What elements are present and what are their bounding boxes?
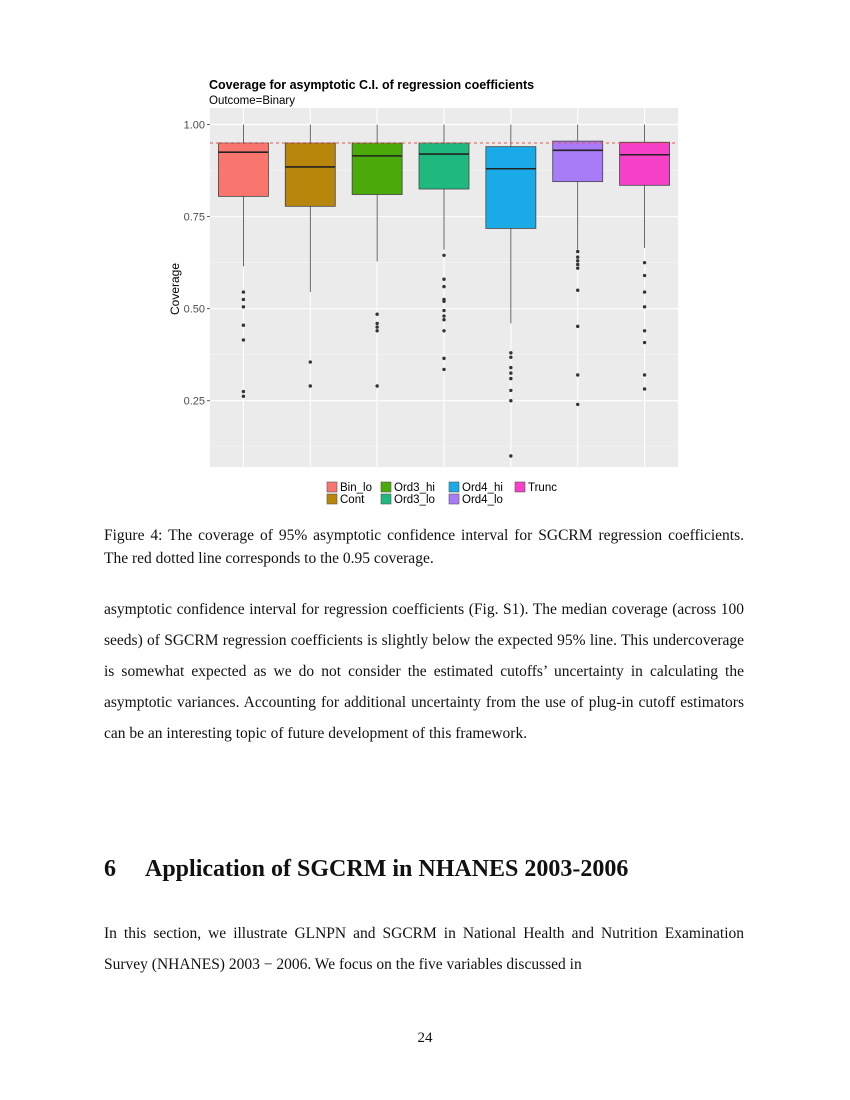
legend-key [327,494,337,504]
section-number: 6 [104,856,116,882]
outlier-point [442,318,445,321]
legend-item-ord3-hi [381,482,435,494]
legend-key [327,482,337,492]
outlier-point [442,314,445,317]
outlier-point [375,322,378,325]
box-iqr [352,143,402,195]
outlier-point [509,389,512,392]
legend-item-trunc [515,482,557,494]
outlier-point [576,325,579,328]
outlier-point [242,290,245,293]
legend-label: Ord3_hi [394,482,435,494]
outlier-point [576,255,579,258]
outlier-point [509,366,512,369]
outlier-point [375,325,378,328]
figure-caption [104,524,744,570]
legend-key [449,482,459,492]
legend-label: Ord3_lo [394,494,435,506]
outlier-point [509,371,512,374]
legend-label: Cont [340,494,365,506]
y-tick-label: 0.25 [183,395,205,408]
outlier-point [576,266,579,269]
outlier-point [375,312,378,315]
outlier-point [643,274,646,277]
legend-label: Ord4_lo [462,494,503,506]
chart-title: Coverage for asymptotic C.I. of regression coefficients [209,78,535,92]
outlier-point [509,454,512,457]
legend-key [381,482,391,492]
outlier-point [442,309,445,312]
legend [327,482,557,506]
outlier-point [509,351,512,354]
outlier-point [643,261,646,264]
legend-label: Ord4_hi [462,482,503,494]
y-axis-label: Coverage [168,262,182,316]
page-number: 24 [417,1030,433,1046]
outlier-point [576,250,579,253]
outlier-point [643,373,646,376]
outlier-point [242,324,245,327]
body-paragraph-1: asymptotic confidence interval for regression coefficients (Fig. S1). The median coverage (across 100 seeds) of SGCRM regression coefficients is slightly below the expected 95% line. This undercoverage is somewhat expected as we do not consider the estimated cutoffs’ uncertainty in calculating the asymptotic variances. Accounting for additional uncertainty from the use of plug-in cutoff estimators can be an interesting topic of future development of this framework. [104,601,744,742]
section-heading [104,856,628,883]
y-axis [184,120,210,408]
outlier-point [576,403,579,406]
outlier-point [242,390,245,393]
legend-item-ord3-lo [381,494,435,506]
legend-item-ord4-lo [449,494,503,506]
box-iqr [285,143,335,206]
y-tick-label: 0.50 [183,303,205,316]
outlier-point [509,399,512,402]
outlier-point [309,384,312,387]
outlier-point [442,278,445,281]
outlier-point [576,263,579,266]
body-paragraph-2: In this section, we illustrate GLNPN and SGCRM in National Health and Nutrition Examination Survey (NHANES) 2003 − 2006. We focus on the five variables discussed in [104,925,744,973]
section-title: Application of SGCRM in NHANES 2003-2006 [145,856,629,882]
outlier-point [442,300,445,303]
box-iqr [620,142,670,185]
outlier-point [442,368,445,371]
outlier-point [643,305,646,308]
outlier-point [242,305,245,308]
box-iqr [553,141,603,182]
outlier-point [576,289,579,292]
outlier-point [242,298,245,301]
box-iqr [218,143,268,196]
box-iqr [419,143,469,189]
caption-text: The coverage of 95% asymptotic confidence interval for SGCRM regression coefficients. The red dotted line corresponds to the 0.95 coverage. [104,527,744,567]
outlier-point [242,395,245,398]
outlier-point [442,357,445,360]
outlier-point [375,329,378,332]
y-tick-label: 0.75 [183,211,205,224]
outlier-point [375,384,378,387]
legend-item-ord4-hi [449,482,503,494]
outlier-point [643,290,646,293]
legend-key [381,494,391,504]
outlier-point [509,356,512,359]
chart-subtitle: Outcome=Binary [209,95,295,107]
y-tick-label: 1.00 [183,119,205,132]
outlier-point [242,338,245,341]
legend-label: Bin_lo [340,482,372,494]
legend-label: Trunc [528,482,557,494]
coverage-boxplot-figure [0,0,850,520]
outlier-point [509,377,512,380]
legend-key [515,482,525,492]
outlier-point [576,259,579,262]
outlier-point [643,329,646,332]
legend-item-cont [327,494,365,506]
box-iqr [486,147,536,229]
outlier-point [643,341,646,344]
outlier-point [643,387,646,390]
outlier-point [309,360,312,363]
legend-key [449,494,459,504]
outlier-point [576,373,579,376]
legend-item-bin-lo [327,482,372,494]
outlier-point [442,329,445,332]
outlier-point [442,285,445,288]
outlier-point [442,254,445,257]
caption-label: Figure 4: [104,527,163,544]
